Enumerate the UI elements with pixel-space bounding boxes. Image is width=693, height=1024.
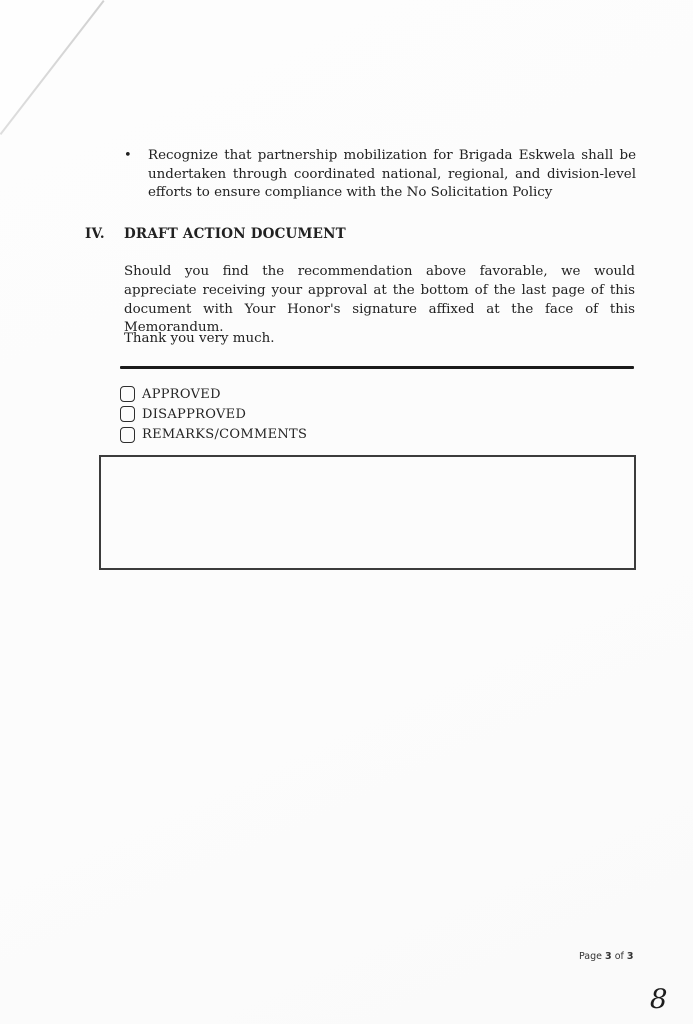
disapproved-checkbox[interactable] [120,406,135,422]
approval-option-row [120,404,307,424]
section-title: DRAFT ACTION DOCUMENT [124,226,346,242]
approval-options-list [120,384,307,445]
section-heading [85,226,346,242]
handwritten-mark: 8 [649,983,668,1016]
remarks-comments-label: REMARKS/COMMENTS [142,427,308,443]
remarks-box[interactable] [99,455,636,570]
thank-you-text: Thank you very much. [124,331,275,346]
page-number-current: 3 [605,951,612,962]
bullet-marker-icon: • [124,148,132,163]
approved-label: APPROVED [142,386,221,402]
recommendation-paragraph: Should you find the recommendation above favorable, we would appreciate receiving your approval at the bottom of the last page of this document with Your Honor's signature affixed at the face of this Memorandum. [124,264,635,336]
page-number-total: 3 [626,951,634,962]
disapproved-label: DISAPPROVED [142,406,247,422]
bullet-item-text: Recognize that partnership mobilization for Brigada Eskwela shall be undertaken through coordinated national, regional, and division-level efforts to ensure compliance with the No Solicitation Policy [148,148,636,200]
approved-checkbox[interactable] [120,386,135,402]
approval-option-row [120,425,307,445]
approval-option-row [120,384,307,404]
signature-divider-line [120,366,634,369]
section-numeral: IV. [85,226,105,242]
page-number [579,951,634,962]
page-number-of: of [614,951,624,962]
remarks-comments-checkbox[interactable] [120,427,135,443]
bullet-list-item [124,147,636,203]
page-number-prefix: Page [579,951,602,962]
